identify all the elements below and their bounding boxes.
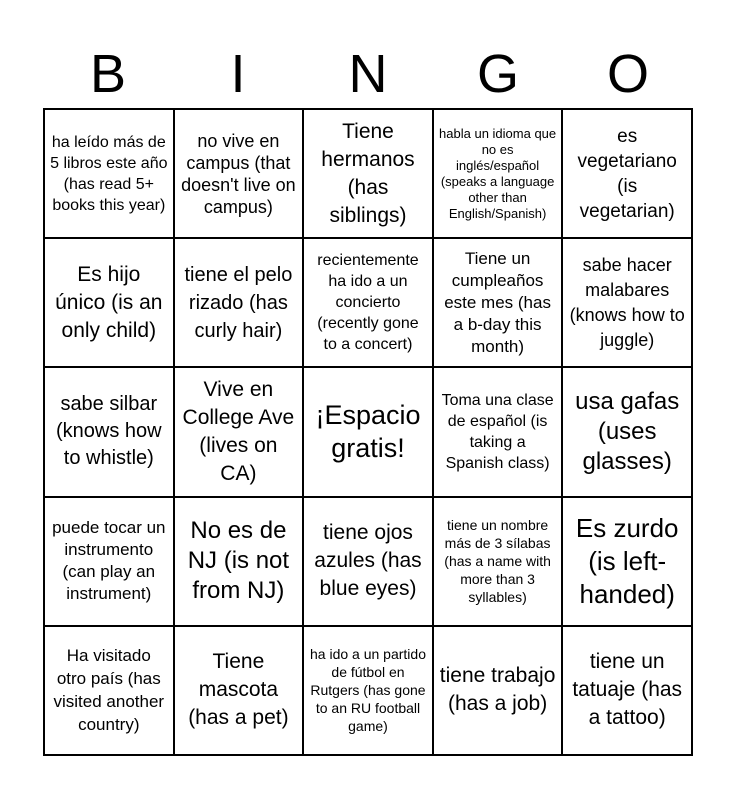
bingo-cell[interactable] xyxy=(562,367,692,496)
bingo-cell[interactable] xyxy=(433,626,563,755)
bingo-cell[interactable] xyxy=(44,109,174,238)
bingo-cell[interactable] xyxy=(562,626,692,755)
header-letter-g: G xyxy=(476,44,519,104)
cell-text: Ha visitado otro país (has visited another country) xyxy=(53,646,165,735)
cell-text: tiene ojos azules (has blue eyes) xyxy=(314,521,422,601)
cell-text: usa gafas (uses glasses) xyxy=(575,387,680,475)
bingo-cell[interactable] xyxy=(44,626,174,755)
cell-text: es vegetariano (is vegetarian) xyxy=(577,125,677,222)
bingo-cell[interactable] xyxy=(44,367,174,496)
cell-text: puede tocar un instrumento (can play an instrument) xyxy=(52,518,166,604)
cell-text: ¡Espacio gratis! xyxy=(315,399,421,463)
cell-text: tiene el pelo rizado (has curly hair) xyxy=(184,263,293,342)
cell-text: sabe hacer malabares (knows how to juggle) xyxy=(569,254,685,350)
bingo-cell[interactable] xyxy=(303,238,433,367)
cell-text: Tiene un cumpleaños este mes (has a b-day this month) xyxy=(444,248,551,356)
cell-text: tiene un tatuaje (has a tattoo) xyxy=(572,650,683,730)
bingo-header xyxy=(43,42,693,106)
cell-text: Vive en College Ave (lives on CA) xyxy=(182,377,295,485)
cell-text: Es hijo único (is an only child) xyxy=(55,262,163,342)
bingo-cell[interactable] xyxy=(44,497,174,626)
cell-text: Tiene hermanos (has siblings) xyxy=(321,119,415,227)
bingo-cell[interactable] xyxy=(433,109,563,238)
bingo-cell[interactable] xyxy=(174,367,304,496)
cell-text: no vive en campus (that doesn't live on campus) xyxy=(181,130,296,217)
bingo-cell[interactable] xyxy=(562,109,692,238)
bingo-cell[interactable] xyxy=(562,497,692,626)
cell-text: recientemente ha ido a un concierto (recently gone to a concert) xyxy=(317,252,419,354)
bingo-cell[interactable] xyxy=(433,497,563,626)
header-letter-o: O xyxy=(606,44,649,104)
bingo-cell[interactable] xyxy=(303,109,433,238)
bingo-cell[interactable] xyxy=(303,626,433,755)
cell-text: Toma una clase de español (is taking a Spanish class) xyxy=(441,391,554,472)
cell-text: tiene trabajo (has a job) xyxy=(439,664,556,716)
header-letter-n: N xyxy=(348,44,388,104)
cell-text: tiene un nombre más de 3 sílabas (has a name with more than 3 syllables) xyxy=(444,517,551,606)
bingo-cell[interactable] xyxy=(44,238,174,367)
bingo-grid xyxy=(43,108,693,756)
cell-text: sabe silbar (knows how to whistle) xyxy=(55,393,162,470)
bingo-cell[interactable] xyxy=(433,367,563,496)
cell-text: Tiene mascota (has a pet) xyxy=(188,650,289,730)
bingo-cell[interactable] xyxy=(303,367,433,496)
bingo-cell[interactable] xyxy=(174,238,304,367)
bingo-cell[interactable] xyxy=(174,497,304,626)
bingo-cell[interactable] xyxy=(562,238,692,367)
cell-text: ha leído más de 5 libros este año (has read 5+ books this year) xyxy=(50,133,168,214)
header-letter-i: I xyxy=(230,44,246,104)
bingo-cell[interactable] xyxy=(433,238,563,367)
bingo-cell[interactable] xyxy=(303,497,433,626)
bingo-cell[interactable] xyxy=(174,626,304,755)
bingo-cell[interactable] xyxy=(174,109,304,238)
cell-text: habla un idioma que no es inglés/español (speaks a language other than English/Spanish) xyxy=(439,125,557,221)
cell-text: Es zurdo (is left-handed) xyxy=(575,512,679,609)
header-letter-b: B xyxy=(89,44,127,104)
cell-text: ha ido a un partido de fútbol en Rutgers (has gone to an RU football game) xyxy=(310,646,426,735)
cell-text: No es de NJ (is not from NJ) xyxy=(187,517,290,605)
